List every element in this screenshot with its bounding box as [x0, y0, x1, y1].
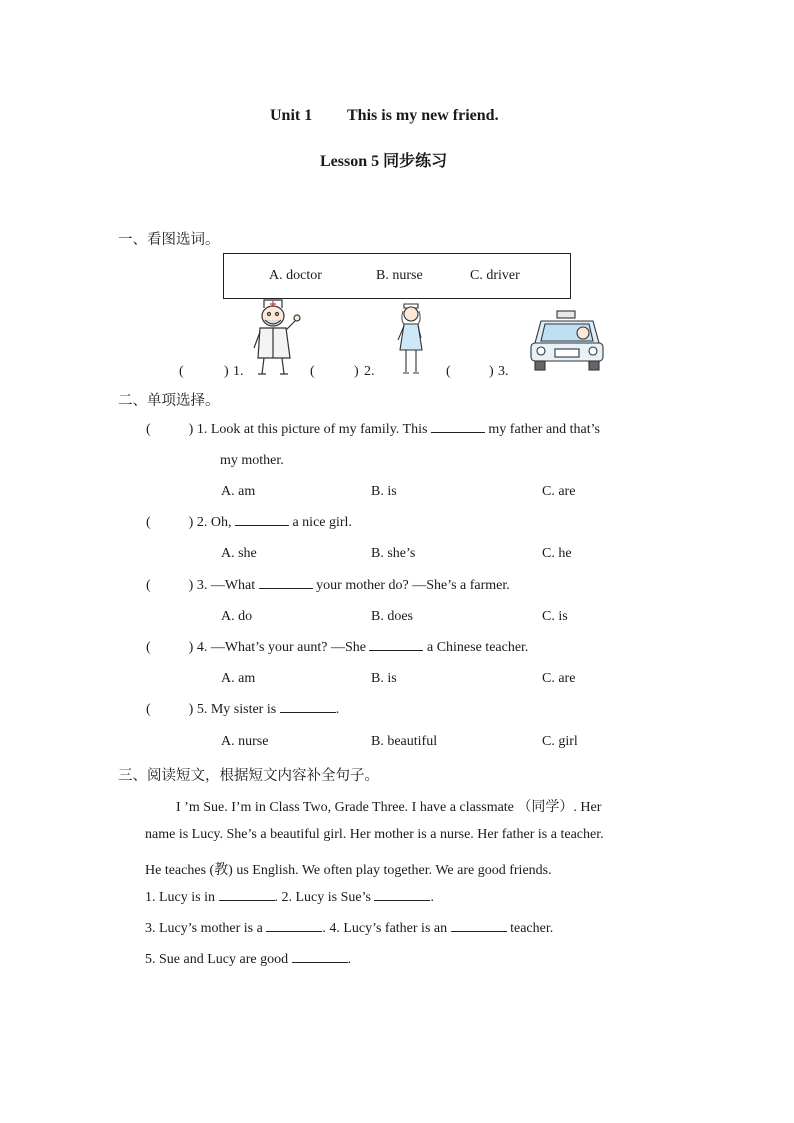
- q1-continuation: my mother.: [220, 453, 284, 468]
- s3-q5-blank[interactable]: [292, 961, 348, 963]
- q3-option-a: A. do: [221, 609, 253, 624]
- q2-text-post: a nice girl.: [288, 515, 352, 530]
- word-option-b: B. nurse: [376, 268, 423, 283]
- q5-option-b: B. beautiful: [371, 734, 438, 749]
- q3-option-b: B. does: [371, 609, 413, 624]
- lesson-title: Lesson 5 同步练习: [320, 153, 448, 170]
- q2-option-b: B. she’s: [371, 546, 416, 561]
- unit-title: This is my new friend.: [347, 107, 499, 124]
- item-num-1: 1.: [233, 364, 244, 379]
- q1-blank[interactable]: [431, 431, 485, 433]
- section3-heading: 三、阅读短文，根据短文内容补全句子。: [118, 768, 379, 784]
- s3-q4-post: teacher.: [506, 921, 554, 936]
- s3-q5-post: .: [347, 952, 352, 967]
- q4-text-post: a Chinese teacher.: [423, 640, 529, 655]
- taxi-picture: [529, 309, 605, 373]
- q1-option-b: B. is: [371, 484, 397, 499]
- question-2: [146, 515, 352, 531]
- q3-blank[interactable]: [259, 587, 313, 589]
- q4-blank[interactable]: [369, 649, 423, 651]
- q5-paren-close: ): [188, 702, 194, 717]
- paren-open-3: (: [446, 364, 451, 379]
- unit-label: Unit 1: [270, 107, 313, 124]
- word-option-c: C. driver: [470, 268, 520, 283]
- paren-close-2: ): [354, 364, 359, 379]
- s3-q1-post: .: [274, 890, 278, 905]
- section1-heading: 一、看图选词。: [118, 232, 220, 248]
- q4-paren-close: ): [188, 640, 194, 655]
- item-num-2: 2.: [364, 364, 375, 379]
- q1-paren-close: ): [188, 422, 194, 437]
- q4-option-a: A. am: [221, 671, 256, 686]
- q3-text-post: your mother do? —She’s a farmer.: [312, 578, 510, 593]
- paren-close-1: ): [224, 364, 229, 379]
- question-4: [146, 640, 528, 656]
- s3-q5-pre: 5. Sue and Lucy are good: [145, 952, 292, 967]
- s3-q1-blank[interactable]: [219, 899, 275, 901]
- s3-q3-pre: 3. Lucy’s mother is a: [145, 921, 267, 936]
- q3-paren-close: ): [188, 578, 194, 593]
- q1-text-post: my father and that’s: [484, 422, 600, 437]
- q1-num: 1.: [196, 422, 208, 437]
- paren-open-2: (: [310, 364, 315, 379]
- fill-line-3: [145, 952, 351, 968]
- q4-paren-open: (: [146, 640, 151, 655]
- item-num-3: 3.: [498, 364, 509, 379]
- s3-q3-blank[interactable]: [266, 930, 322, 932]
- q4-text-pre: —What’s your aunt? —She: [210, 640, 370, 655]
- q2-paren-close: ): [188, 515, 194, 530]
- fill-line-1: [145, 890, 434, 906]
- passage-line-3: He teaches (教) us English. We often play together. We are good friends.: [145, 863, 552, 878]
- q2-num: 2.: [196, 515, 208, 530]
- fill-line-2: [145, 921, 553, 937]
- q4-option-b: B. is: [371, 671, 397, 686]
- passage-line-2: name is Lucy. She’s a beautiful girl. Her mother is a nurse. Her father is a teacher.: [145, 827, 604, 842]
- s3-q2-post: .: [430, 890, 434, 905]
- q3-paren-open: (: [146, 578, 151, 593]
- s3-q3-post: .: [322, 921, 326, 936]
- paren-open-1: (: [179, 364, 184, 379]
- q2-option-a: A. she: [221, 546, 257, 561]
- q3-num: 3.: [196, 578, 208, 593]
- question-1: [146, 422, 600, 438]
- q1-paren-open: (: [146, 422, 151, 437]
- question-3: [146, 578, 510, 594]
- question-5: [146, 702, 339, 718]
- paren-close-3: ): [489, 364, 494, 379]
- s3-q4-blank[interactable]: [451, 930, 507, 932]
- q4-num: 4.: [196, 640, 208, 655]
- s3-q4-pre: 4. Lucy’s father is an: [329, 921, 451, 936]
- section2-heading: 二、单项选择。: [118, 393, 220, 409]
- q1-option-c: C. are: [542, 484, 576, 499]
- q1-text-pre: Look at this picture of my family. This: [210, 422, 431, 437]
- q1-option-a: A. am: [221, 484, 256, 499]
- nurse-picture: [394, 300, 428, 378]
- q5-option-c: C. girl: [542, 734, 578, 749]
- q5-option-a: A. nurse: [221, 734, 269, 749]
- s3-q1-pre: 1. Lucy is in: [145, 890, 219, 905]
- q5-paren-open: (: [146, 702, 151, 717]
- word-bank-box: [223, 253, 571, 299]
- q3-text-pre: —What: [210, 578, 259, 593]
- q4-option-c: C. are: [542, 671, 576, 686]
- q2-text-pre: Oh,: [210, 515, 235, 530]
- passage-line-1: I ’m Sue. I’m in Class Two, Grade Three. I have a classmate （同学）. Her: [176, 800, 602, 815]
- doctor-picture: [250, 298, 302, 378]
- q2-blank[interactable]: [235, 524, 289, 526]
- s3-q2-blank[interactable]: [374, 899, 430, 901]
- q5-num: 5.: [196, 702, 208, 717]
- s3-q2-pre: 2. Lucy is Sue’s: [281, 890, 375, 905]
- q2-option-c: C. he: [542, 546, 572, 561]
- q2-paren-open: (: [146, 515, 151, 530]
- q5-text-pre: My sister is: [210, 702, 280, 717]
- q5-blank[interactable]: [280, 711, 336, 713]
- word-option-a: A. doctor: [269, 268, 322, 283]
- q5-text-post: .: [335, 702, 340, 717]
- q3-option-c: C. is: [542, 609, 568, 624]
